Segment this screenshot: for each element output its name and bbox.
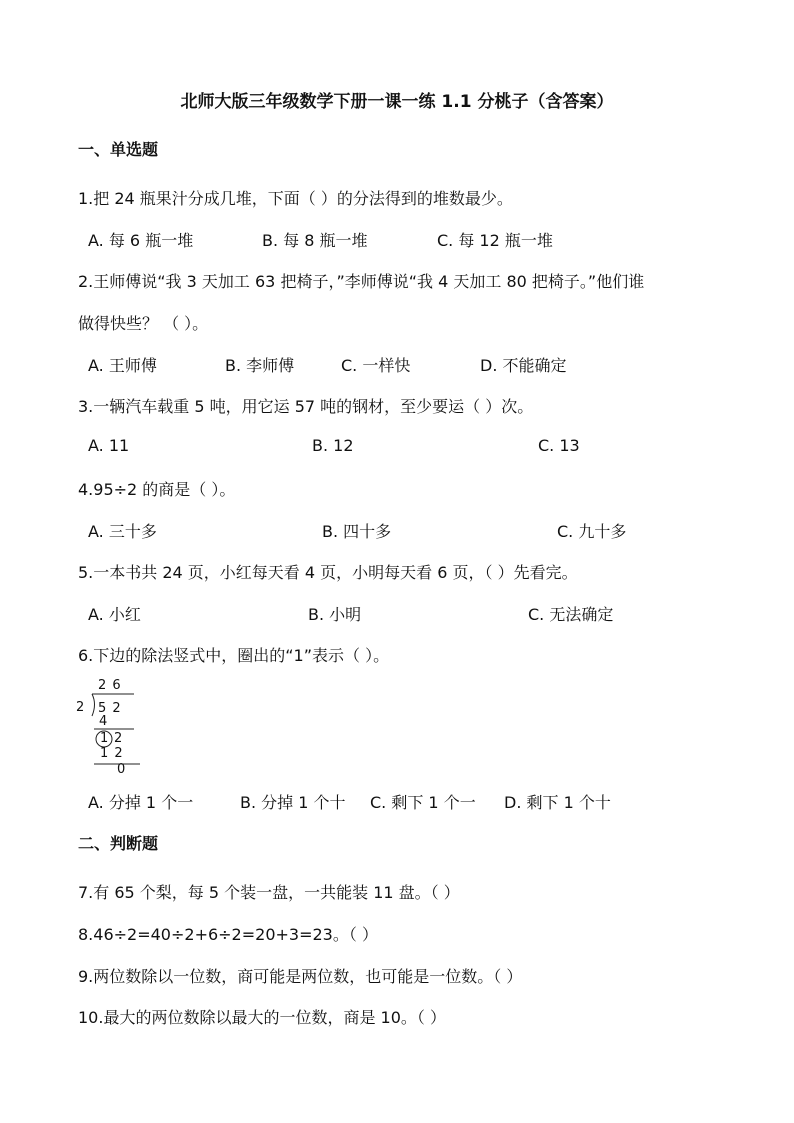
q5-option-c: C. 无法确定 <box>528 605 614 624</box>
quotient: 2 6 <box>98 678 122 693</box>
question-6: 6.下边的除法竖式中，圈出的“1”表示（ ）。 <box>78 646 390 665</box>
division-step-3: 1 2 <box>100 746 124 761</box>
q2-option-d: D. 不能确定 <box>480 356 567 375</box>
section-judgement: 二、判断题 <box>78 834 159 853</box>
q3-option-a: A. 11 <box>88 436 130 455</box>
q3-option-c: C. 13 <box>538 436 580 455</box>
q2-option-b: B. 李师傅 <box>225 356 295 375</box>
q6-option-c: C. 剩下 1 个一 <box>370 793 476 812</box>
question-9: 9.两位数除以一位数，商可能是两位数，也可能是一位数。（ ） <box>78 967 523 986</box>
q2-option-a: A. 王师傅 <box>88 356 157 375</box>
division-step-1: 4 <box>99 714 108 729</box>
question-2-cont: 做得快些？ （ ）。 <box>78 314 209 333</box>
question-4: 4.95÷2 的商是（ ）。 <box>78 480 236 499</box>
question-10: 10.最大的两位数除以最大的一位数，商是 10。（ ） <box>78 1008 446 1027</box>
section-single-choice: 一、单选题 <box>78 140 159 159</box>
question-2: 2.王师傅说“我 3 天加工 63 把椅子，”李师傅说“我 4 天加工 80 把椅子。”他们谁 <box>78 272 645 291</box>
page-title: 北师大版三年级数学下册一课一练 1.1 分桃子（含答案） <box>180 92 614 112</box>
q4-option-b: B. 四十多 <box>322 522 392 541</box>
question-5: 5.一本书共 24 页，小红每天看 4 页，小明每天看 6 页，（ ）先看完。 <box>78 563 578 582</box>
question-1: 1.把 24 瓶果汁分成几堆，下面（ ）的分法得到的堆数最少。 <box>78 189 513 208</box>
q1-option-c: C. 每 12 瓶一堆 <box>437 231 553 250</box>
q5-option-a: A. 小红 <box>88 605 141 624</box>
q6-option-d: D. 剩下 1 个十 <box>504 793 611 812</box>
q1-option-a: A. 每 6 瓶一堆 <box>88 231 194 250</box>
question-7: 7.有 65 个梨，每 5 个装一盘，一共能装 11 盘。（ ） <box>78 883 460 902</box>
circled-digit: 1 <box>100 731 109 746</box>
q5-option-b: B. 小明 <box>308 605 362 624</box>
q6-option-a: A. 分掉 1 个一 <box>88 793 194 812</box>
divisor: 2 <box>76 700 85 715</box>
q2-option-c: C. 一样快 <box>341 356 411 375</box>
long-division-figure <box>74 676 144 780</box>
q4-option-a: A. 三十多 <box>88 522 157 541</box>
q6-option-b: B. 分掉 1 个十 <box>240 793 346 812</box>
division-step-2-rest: 2 <box>114 731 123 746</box>
q3-option-b: B. 12 <box>312 436 354 455</box>
division-remainder: 0 <box>117 762 126 777</box>
question-8: 8.46÷2=40÷2+6÷2=20+3=23。（ ） <box>78 925 378 944</box>
dividend: 5 2 <box>98 701 122 716</box>
question-3: 3.一辆汽车载重 5 吨，用它运 57 吨的钢材，至少要运（ ）次。 <box>78 397 534 416</box>
q4-option-c: C. 九十多 <box>557 522 627 541</box>
q1-option-b: B. 每 8 瓶一堆 <box>262 231 368 250</box>
